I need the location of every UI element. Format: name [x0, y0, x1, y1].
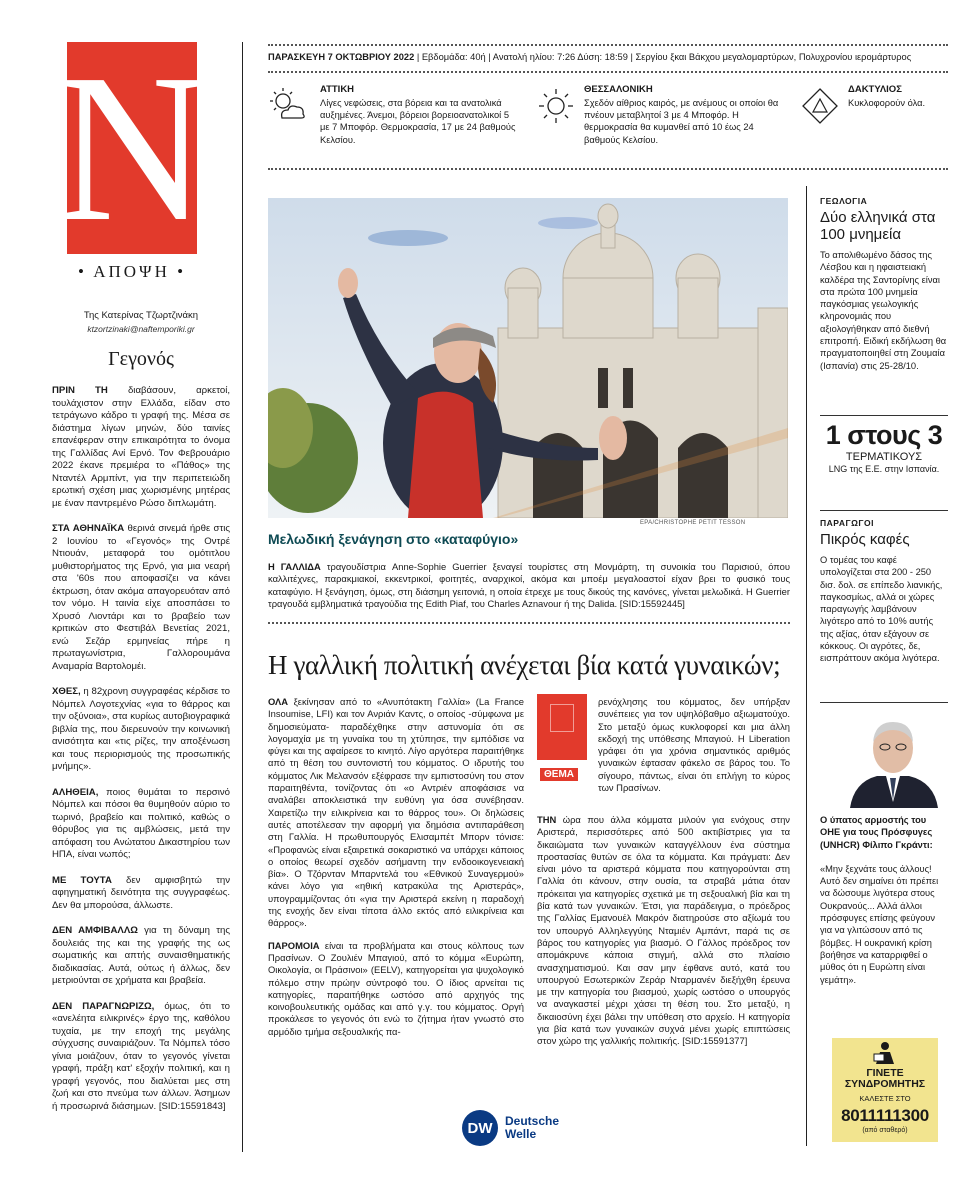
right-rule [820, 702, 948, 703]
week-number: Εβδομάδα: 40ή [421, 52, 486, 62]
thema-badge [537, 694, 587, 760]
right-column-divider [806, 186, 807, 1146]
weather-ring-road [800, 82, 948, 152]
top-dotted-rule [268, 44, 948, 46]
naftemporiki-logo [55, 30, 209, 265]
brief-title: Δύο ελληνικά στα 100 μνημεία [820, 209, 936, 243]
column-paragraph: ΠΡΙΝ ΤΗ διαβάσουν, αρκετοί, τουλάχιστον στην Ελλάδα, είδαν στο τετράγωνο κάδρο τι γραφή της. Μέσα σε διάστημα λίγων μηνών, δύο ταινίες επανέφεραν στην επικαιρότητα το όνομα της Γαλλίδας Ανί Ερνό. Τον Φεβρουάριο 2022 έκανε πρεμιέρα το «Πάθος» της Νταντέλ Αρμπίντ, για την περιπετειώδη ερωτική σχέση μιας χωρισμένης μητέρας με έναν παντρεμένο Ρώσο διπλωμάτη. [52, 385, 231, 509]
column-paragraph: ΔΕΝ ΠΑΡΑΓΝΩΡΙΖΩ, όμως, ότι το «ανελέητα ειλικρινές» έργο της, καθόλου τυχαία, με την εποχή της μεγάλης σύγχυσης συναιριάζουν. Τα Νόμπελ τόσο γίνια μοιάζουν, όταν το γεγονός γίνεται γραφή, πράξη κατ' εξοχήν πολιτική, και η γραφή γεγονός, που διαλύεται μες στη ζωή και στο πνεύμα των άλλων. Άσημων ή προσωρινά διάσημων. [SID:15591843] [52, 1000, 231, 1112]
photo-illustration [268, 198, 788, 518]
column-body [52, 385, 230, 1113]
opinion-column [52, 30, 231, 1126]
reader-icon [872, 1040, 898, 1066]
dateline-dotted-rule [268, 71, 948, 73]
subscribe-phone[interactable]: 8011111300 [841, 1106, 929, 1125]
weather-title: ΘΕΣΣΑΛΟΝΙΚΗ [584, 84, 653, 95]
right-rule [820, 510, 948, 511]
brief-label: ΓΕΩΛΟΓΙΑ [820, 196, 868, 206]
article-column-1 [268, 696, 524, 1048]
weather-dotted-rule [268, 168, 948, 170]
right-rule [820, 415, 948, 416]
weather-title: ΔΑΚΤΥΛΙΟΣ [848, 84, 902, 95]
weather-text: Σχεδόν αίθριος καιρός, με ανέμους οι οποίοι θα πνέουν μεταβλητοί 3 με 4 Μποφόρ. Η θερμοκρασία θα κυμανθεί από 10 έως 24 βαθμούς Κελσίου. [584, 98, 779, 145]
article-column-2-top [598, 696, 790, 804]
ring-sign-icon [800, 86, 840, 126]
weather-attica [268, 82, 518, 152]
weather-thessaloniki [536, 82, 779, 152]
photo-credit: EPA/CHRISTOPHE PETIT TESSON [640, 520, 746, 526]
geology-brief [820, 196, 948, 372]
column-title: Γεγονός [108, 348, 174, 370]
stat-detail: LNG της Ε.Ε. στην Ισπανία. [828, 464, 940, 474]
author-email[interactable]: ktzortzinaki@naftemporiki.gr [87, 324, 195, 334]
column-paragraph: ΧΘΕΣ, η 82χρονη συγγραφέας κέρδισε το Νόμπελ Λογοτεχνίας «για το θάρρος και την οξύνοια», στα κυρίως αυτοβιογραφικά βιβλία της, που διερευνούν την κοινωνική ανισότητα και «τις ρίζες, την αποξένωση και τους περιορισμούς της προσωπικής μνήμης». [52, 686, 230, 772]
caption-dotted-rule [268, 622, 790, 624]
article-column-2 [537, 814, 790, 1058]
person-quote: «Μην ξεχνάτε τους άλλους! Αυτό δεν σημαίνει ότι πρέπει να δώσουμε λιγότερα στους Ουκρανούς... Αλλά άλλοι πρόσφυγες επίσης φεύγουν για να γλιτώσουν από τις βόμβες. Η ουκρανική κρίση βοήθησε να καταρριφθεί ο μύθος ότι η Ευρώπη είναι γεμάτη». [820, 863, 939, 985]
article-paragraph: ΠΑΡΟΜΟΙΑ είναι τα προβλήματα και στους κόλπους των Πρασίνων. Ο Ζουλιέν Μπαγιού, από το κόμμα «Ευρώπη, Οικολογία, οι Πράσινοι» (EELV), κατηγορείται για ψυχολογικό πόλεμο στην πρώην σύντροφό του. Ο ίδιος αρνείται τις κατηγορίες, παραιτήθηκε ωστόσο από αρχηγός της κοινοβουλευτικής ομάδας και από γ.γ. του κόμματος. Οργή προκάλεσε το γεγονός ότι ενώ το ζήτημα ήταν γνωστό στο αρμόδιο τμήμα σεξουαλικής πα- [268, 939, 524, 1037]
subscribe-call: ΚΑΛΕΣΤΕ ΣΤΟ [859, 1094, 911, 1103]
dw-name: Deutsche Welle [505, 1114, 560, 1141]
brief-text: Ο τομέας του καφέ υπολογίζεται στα 200 - 250 δισ. δολ. σε επίπεδο λιανικής, παγκοσμίως, αλλά οι χώρες παραγωγής λαμβάνουν λιγότερο από το 10% αυτής της αξίας, όταν εξάγουν σε κόκκους. Οι αγρότες, δε, εισπράττουν ακόμα λιγότερα. [820, 555, 943, 664]
coffee-brief [820, 518, 948, 665]
caption-title: Μελωδική ξενάγηση στο «καταφύγιο» [268, 531, 519, 547]
subscribe-title: ΓΙΝΕΤΕ ΣΥΝΔΡΟΜΗΤΗΣ [844, 1067, 926, 1090]
sun-icon [536, 86, 576, 126]
brief-label: ΠΑΡΑΓΩΓΟΙ [820, 518, 874, 528]
article-paragraph: ΟΛΑ ξεκίνησαν από το «Ανυπότακτη Γαλλία» (La France Insoumise, LFI) και τον Ανριάν Καντς, ο οποίος -σύμφωνα με δημοσιεύματα- παραδέχθηκε στην αστυνομία ότι σε λογομαχία με τη γυναίκα του τη χτύπησε, την εμπόδισε να φύγει και της αφαίρεσε το κινητό. Λίγο αργότερα παραιτήθηκε από τη θέση του συντονιστή του κόμματος. Ο ιδρυτής του κόμματος Λικ Μελανσόν εξέφρασε την εμπιστοσύνη του στον παραιτηθέντα, τονίζοντας ότι «ο Αντριέν αποφάσισε να αναλάβει αποκλειστικά την ευθύνη για όσα συνέβησαν. Χαιρετίζω την ειλικρίνεια και το θάρρος του». Οι δηλώσεις αυτές αποτέλεσαν την αφορμή για δημόσια αντιπαράθεση στη Γαλλία. Η πρωθυπουργός Ελισαμπέτ Μπορν τόνισε: «Προφανώς είναι εξαιρετικά σοκαριστικό να υπάρχει κάποιος ο οποίος θεωρεί σχεδόν ασήμαντη την ενδοοικογενειακή βία». Ο Τζόρνταν Μπαρντελά του «Εθνικού Συναγερμού» κάνει λόγο για «ηθική κατρακύλα της Αριστεράς», υπογραμμίζοντας ότι «για την Αριστερά εκείνη η παραδοχή της ενοχής δεν είναι τίποτα άλλο εκτός από ειλικρίνεια και θάρρος». [268, 696, 524, 929]
deutsche-welle-logo [462, 1110, 559, 1146]
logo-letter: N [55, 30, 209, 265]
sunrise-sunset: Ανατολή ηλίου: 7:26 Δύση: 18:59 [492, 52, 628, 62]
author-byline: Της Κατερίνας Τζωρτζινάκη [83, 310, 199, 321]
stat-label: ΤΕΡΜΑΤΙΚΟΥΣ [845, 451, 923, 463]
caption-text: Η ΓΑΛΛΙΔΑ τραγουδίστρια Anne-Sophie Guerrier ξεναγεί τουρίστες στη Μονμάρτη, τη συνοικία του Παρισιού, όπου καλλιτέχνες, παρακμιακοί, εκκεντρικοί, φοιτητές, αναρχικοί, ακόμα και μποέμ μεγαλοαστοί είχαν βρει το φυσικό τους καταφύγιο. Η ξενάγηση, όμως, στη διάσημη γειτονιά, η οποία έτρεχε με τους δικούς της κανόνες, γίνεται μελωδικά. Η Guerrier τραγουδά εμβληματικά τραγούδια της Edith Piaf, του Charles Aznavour ή της Dalida. [SID:15592445] [268, 561, 790, 610]
subscribe-note: (από σταθερό) [862, 1127, 908, 1134]
column-paragraph: ΑΛΗΘΕΙΑ, ποιος θυμάται το περσινό Νόμπελ και πόσοι θα θυμηθούν αύριο το τωρινό, βραβείο και πολιτικό, καθώς ο θόρυβος για τις αμβλώσεις, μετά την απόφαση του Ανώτατου Δικαστηρίου των ΗΠΑ, είναι νωπός; [52, 786, 230, 860]
quote-brief [820, 814, 948, 986]
brief-text: Το απολιθωμένο δάσος της Λέσβου και η ηφαιστειακή καλδέρα της Σαντορίνης είναι στα πρώτα 100 μνημεία παγκόσμιας γεωλογικής κληρονομιάς που αξιολογήθηκαν από διεθνή επιτροπή. Ειδική εκδήλωση θα πραγματοποιηθεί στη Ζουμαία (Ισπανία) στις 25-28/10. [820, 250, 947, 371]
section-name: • ΑΠΟΨΗ • [77, 262, 187, 281]
article-headline: Η γαλλική πολιτική ανέχεται βία κατά γυναικών; [268, 650, 781, 680]
brief-title: Πικρός καφές [820, 531, 910, 548]
weather-text: Λίγες νεφώσεις, στα βόρεια και τα ανατολικά αυξημένες. Άνεμοι, βόρειοι βορειοανατολικοί 5 με 7 Μποφόρ. Θερμοκρασία, 17 με 24 βαθμούς Κελσίου. [320, 98, 516, 145]
person-caption: Ο ύπατος αρμοστής του ΟΗΕ για τους Πρόσφυγες (UNHCR) Φίλιπο Γκράντι: [820, 815, 933, 850]
photo-montmartre [268, 198, 788, 518]
column-divider [242, 42, 243, 1152]
subscribe-box[interactable] [832, 1038, 938, 1142]
column-paragraph: ΔΕΝ ΑΜΦΙΒΑΛΛΩ για τη δύναμη της δουλειάς της και της γραφής της ως σωματικής και απτής συναισθηματικής διαδικασίας. Αυτά, ούτως ή άλλως, δεν μετριούνται σε χρήματα και βραβεία. [52, 925, 231, 986]
article-paragraph: ρενόχλησης του κόμματος, δεν υπήρξαν συνέπειες για τον υψηλόβαθμο αξιωματούχο. Στο μεταξύ όμως κυκλοφορεί και μια άλλη εκδοχή της υπόθεσης Μπαγιού. Η Liberation γράφει ότι για χρόνια σημαντικός αριθμός γυναικών έφτασαν φάκελο σε βάρος του. Το σίγουρο, πάντως, είναι ότι επλήγη το κύρος των Πρασίνων. [598, 696, 790, 794]
stat-value: 1 στους 3 [825, 420, 943, 450]
weather-text: Κυκλοφορούν όλα. [848, 98, 926, 108]
column-paragraph: ΣΤΑ ΑΘΗΝΑΪΚΑ θερινά σινεμά ήρθε στις 2 Ιουνίου το «Γεγονός» της Οντρέ Ντιουάν, μεταφορά του ομότιτλου μυθιστορήματος της Ερνό, για μια νεαρή στα '60s που αποφασίζει να κάνει έκτρωση, όταν ακόμα απαγορευόταν από τον νόμο. Η ταινία είχε αποσπάσει το Χρυσό Λιοντάρι και το βραβείο των κριτικών στο Φεστιβάλ Βενετίας 2021, ενώ Σεζάρ ερμηνείας πήρε η πρωταγωνίστρια, Γαλλορουμάνα Αναμαρία Βαρτολομέι. [52, 523, 230, 672]
partly-cloudy-icon [268, 86, 308, 126]
lng-stat [820, 420, 948, 475]
weather-title: ΑΤΤΙΚΗ [320, 84, 355, 95]
dw-initials: DW [462, 1110, 498, 1146]
date: ΠΑΡΑΣΚΕΥΗ 7 ΟΚΤΩΒΡΙΟΥ 2022 [268, 52, 415, 62]
column-paragraph: ΜΕ ΤΟΥΤΑ δεν αμφισβητώ την αφηγηματική δεινότητα της συγγραφέως. Δεν θα μπορούσα, άλλωστε. [52, 874, 230, 911]
article-paragraph: ΤΗΝ ώρα που άλλα κόμματα μιλούν για ενόχους στην Αριστερά, περισσότερες από 500 ακτιβίστριες για τα δικαιώματα των γυναικών καταγγέλλουν ένα σύστημα προστασίας θυτών σε όλα τα κόμματα. Και πράγματι: Δεν είναι μόνο τα αριστερά κόμματα που κατηγορούνται στη Γαλλία ότι κάνουν, στην ουσία, τα στραβά μάτια όταν πρόκειται για κατηγορίες σχετικά με τη σεξουαλική βία και τη βία κατά των γυναικών. Έτσι, για παράδειγμα, ο πρόεδρος της Γαλλίας Εμανουέλ Μακρόν διατηρούσε στο αξίωμά του τον υπουργό Αλληλεγγύης Νταμιέν Αμπάντ, παρά τις σε βάρος του κατηγορίες για βιασμό. Ο Γάλλος πρόεδρος τον απομάκρυνε κάποια στιγμή, αλλά στο πλαίσιο ανασχηματισμού. Και σαν μην έφθανε αυτό, κατά του υπουργού Εσωτερικών Ζεράρ Νταρμανέν διεξήχθη έρευνα με την κατηγορία του βιασμού, χωρίς ωστόσο ο υπουργός να αναγκαστεί μέχρι χάσει τη θέση του. Στο μεταξύ, η δικαιοσύνη έχει βάλει την υπόθεση στο αρχείο. Η κατηγορία για βία κατά των γυναικών συχνά μένει χωρίς επιπτώσεις στον χώρο της γαλλικής πολιτικής. [SID:15591377] [537, 814, 790, 1047]
grandi-portrait [842, 712, 944, 808]
thema-label: ΘΕΜΑ [540, 768, 578, 781]
saints-of-day: Σεργίου ξκαι Βάκχου μεγαλομαρτύρων, Πολυχρονίου ιερομάρτυρος [635, 52, 912, 62]
dateline: ΠΑΡΑΣΚΕΥΗ 7 ΟΚΤΩΒΡΙΟΥ 2022 | Εβδομάδα: 40ή | Ανατολή ηλίου: 7:26 Δύση: 18:59 | Σεργίου ξκαι Βάκχου μεγαλομαρτύρων, Πολυχρονίου ιερομάρτυρος [268, 52, 912, 62]
